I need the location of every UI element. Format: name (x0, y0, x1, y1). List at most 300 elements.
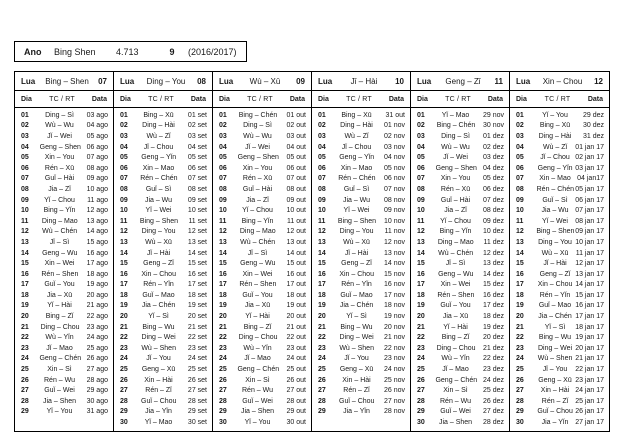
ano-label: Ano (24, 46, 42, 57)
table-row (213, 248, 311, 259)
table-row (510, 385, 609, 396)
table-row (510, 290, 609, 301)
table-row (510, 375, 609, 386)
stem-branch-name: Ding – Chou (436, 344, 476, 352)
stem-branch-name: Xin – Chou (537, 281, 573, 289)
table-row (15, 332, 113, 343)
gregorian-date: 14 ago (86, 228, 108, 236)
gregorian-date: 03 jan 17 (575, 164, 604, 172)
day-number: 05 (318, 154, 326, 162)
table-row (15, 110, 113, 121)
stem-branch-name: Yǐ – Wei (145, 207, 172, 215)
stem-branch-name: Geng – Wu (438, 270, 474, 278)
gregorian-date: 22 ago (86, 313, 108, 321)
day-number: 13 (318, 238, 326, 246)
dia-column-header: Dia (120, 95, 131, 103)
table-row (114, 301, 212, 312)
day-number: 26 (120, 376, 128, 384)
month-name: Geng – Zǐ (445, 76, 481, 86)
table-row (411, 216, 509, 227)
stem-branch-name: Bing – Wu (142, 323, 175, 331)
stem-branch-name: Yǐ – Sì (148, 313, 169, 321)
stem-branch-name: Geng – Chén (435, 376, 478, 384)
gregorian-date: 14 set (187, 249, 207, 257)
stem-branch-name: Geng – Wu (240, 260, 276, 268)
stem-branch-name: Rén – Zǐ (145, 387, 172, 395)
gregorian-date: 04 ago (86, 122, 108, 130)
gregorian-date: 24 out (286, 355, 306, 363)
table-row (312, 290, 410, 301)
day-number: 15 (21, 260, 29, 268)
table-row (312, 237, 410, 248)
stem-branch-name: Guǐ – Wei (440, 408, 471, 416)
table-row (213, 184, 311, 195)
gregorian-date: 08 ago (86, 164, 108, 172)
table-row (114, 385, 212, 396)
stem-branch-name: Ding – Mao (239, 228, 276, 236)
day-number: 15 (318, 260, 326, 268)
day-number: 23 (120, 344, 128, 352)
gregorian-date: 08 dez (482, 207, 504, 215)
stem-branch-name: Wù – Wu (441, 143, 470, 151)
table-row (312, 174, 410, 185)
day-number: 06 (318, 164, 326, 172)
gregorian-date: 21 set (187, 323, 207, 331)
gregorian-date: 11 jan 17 (575, 249, 604, 257)
gregorian-date: 23 nov (383, 355, 405, 363)
day-number: 30 (417, 419, 425, 427)
stem-branch-name: Wù – Xū (541, 249, 569, 257)
stem-branch-name: Wù – Xū (343, 238, 370, 246)
day-number: 01 (516, 111, 524, 119)
year-name: Bing Shen (54, 46, 96, 57)
stem-branch-name: Xin – Chou (141, 270, 176, 278)
gregorian-date: 08 nov (383, 196, 405, 204)
table-row (510, 354, 609, 365)
gregorian-date: 05 nov (383, 164, 405, 172)
table-row (213, 364, 311, 375)
gregorian-date: 27 ago (86, 366, 108, 374)
gregorian-date: 01 nov (383, 122, 405, 130)
tcrt-column-header: TC / RT (49, 95, 75, 103)
gregorian-date: 26 dez (482, 397, 504, 405)
stem-branch-name: Yǐ – Wei (343, 207, 370, 215)
stem-branch-name: Yǐ – Chou (44, 196, 75, 204)
stem-branch-name: Guǐ – You (242, 291, 273, 299)
stem-branch-name: Ding – Chou (238, 334, 278, 342)
gregorian-date: 21 ago (86, 302, 108, 310)
table-row (312, 110, 410, 121)
day-number: 08 (219, 185, 227, 193)
day-number: 27 (219, 387, 227, 395)
table-row (114, 174, 212, 185)
stem-branch-name: Bing – Wu (340, 323, 373, 331)
day-number: 20 (120, 313, 128, 321)
table-row (411, 354, 509, 365)
table-row (114, 216, 212, 227)
table-row (312, 227, 410, 238)
table-row (213, 332, 311, 343)
table-row (114, 152, 212, 163)
gregorian-date: 04 nov (383, 154, 405, 162)
stem-branch-name: Jǐ – Hài (146, 249, 171, 257)
gregorian-date: 05 ago (86, 132, 108, 140)
gregorian-date: 09 dez (482, 217, 504, 225)
day-number: 20 (417, 313, 425, 321)
table-row (15, 280, 113, 291)
day-number: 20 (219, 313, 227, 321)
day-number: 03 (318, 132, 326, 140)
column-header-row (312, 91, 410, 108)
gregorian-date: 02 dez (482, 143, 504, 151)
gregorian-date: 14 nov (383, 260, 405, 268)
lua-label: Lua (318, 76, 333, 86)
stem-branch-name: Yǐ – Chou (440, 217, 471, 225)
table-row (411, 322, 509, 333)
stem-branch-name: Jǐ – Sì (445, 260, 466, 268)
stem-branch-name: Jia – Xū (46, 291, 73, 299)
day-number: 24 (417, 355, 425, 363)
data-column-header: Data (388, 95, 404, 103)
gregorian-date: 02 set (187, 122, 207, 130)
gregorian-date: 28 ago (86, 376, 108, 384)
data-column-header: Data (587, 95, 603, 103)
gregorian-date: 07 dez (482, 196, 504, 204)
gregorian-date: 26 ago (86, 355, 108, 363)
gregorian-date: 07 ago (86, 154, 108, 162)
stem-branch-name: Guǐ – Hài (242, 185, 273, 193)
day-number: 09 (417, 196, 425, 204)
gregorian-date: 25 out (286, 366, 306, 374)
day-number: 29 (318, 408, 326, 416)
stem-branch-name: Guǐ – Hài (44, 175, 75, 183)
stem-branch-name: Rén – Wu (242, 387, 273, 395)
gregorian-date: 05 jan 17 (575, 185, 604, 193)
day-number: 27 (21, 387, 29, 395)
day-number: 25 (21, 366, 29, 374)
table-row (312, 343, 410, 354)
day-number: 18 (417, 291, 425, 299)
gregorian-date: 29 out (286, 408, 306, 416)
gregorian-date: 03 dez (482, 154, 504, 162)
stem-branch-name: Guǐ – Sì (542, 196, 568, 204)
table-row (312, 195, 410, 206)
stem-branch-name: Jǐ – Chou (341, 143, 372, 151)
day-rows (411, 108, 509, 431)
stem-branch-name: Geng – Zǐ (341, 260, 372, 268)
day-number: 27 (120, 387, 128, 395)
stem-branch-name: Jǐ – Wei (245, 143, 270, 151)
stem-branch-name: Jia – Shen (240, 408, 275, 416)
stem-branch-name: Jǐ – You (344, 355, 369, 363)
table-row (411, 195, 509, 206)
day-number: 06 (516, 164, 524, 172)
gregorian-date: 05 dez (482, 175, 504, 183)
gregorian-date: 30 nov (482, 122, 504, 130)
table-row (114, 258, 212, 269)
stem-branch-name: Bing – Yǐn (43, 207, 76, 215)
stem-branch-name: Rén – Chén (338, 175, 376, 183)
gregorian-date: 31 out (385, 111, 405, 119)
table-row (114, 407, 212, 418)
gregorian-date: 15 ago (86, 238, 108, 246)
gregorian-date: 16 jan 17 (575, 302, 604, 310)
gregorian-date: 12 out (286, 228, 306, 236)
table-row (510, 152, 609, 163)
table-row (213, 322, 311, 333)
gregorian-date: 19 ago (86, 281, 108, 289)
lua-label: Lua (516, 76, 531, 86)
day-number: 17 (219, 281, 227, 289)
day-number: 26 (318, 376, 326, 384)
table-row (114, 227, 212, 238)
day-number: 07 (120, 175, 128, 183)
day-number: 24 (120, 355, 128, 363)
stem-branch-name: Jia – Zǐ (444, 207, 467, 215)
gregorian-date: 26 jan 17 (575, 408, 604, 416)
stem-branch-name: Yǐ – Hài (443, 323, 468, 331)
gregorian-date: 02 jan 17 (575, 154, 604, 162)
gregorian-date: 20 out (286, 313, 306, 321)
table-row (114, 237, 212, 248)
day-number: 09 (219, 196, 227, 204)
month-name: Xin – Chou (542, 76, 583, 86)
table-row (15, 364, 113, 375)
gregorian-date: 24 nov (383, 366, 405, 374)
table-row (213, 195, 311, 206)
day-number: 10 (219, 207, 227, 215)
table-row (411, 417, 509, 428)
gregorian-date: 30 ago (86, 397, 108, 405)
stem-branch-name: Geng – Yǐn (141, 154, 177, 162)
stem-branch-name: Wù – Shen (339, 344, 374, 352)
table-row (510, 280, 609, 291)
day-rows (312, 108, 410, 420)
table-row (114, 110, 212, 121)
stem-branch-name: Yǐ – Chou (242, 207, 273, 215)
day-number: 11 (318, 217, 326, 225)
table-row (312, 385, 410, 396)
table-row (312, 184, 410, 195)
day-number: 01 (417, 111, 425, 119)
table-row (411, 205, 509, 216)
gregorian-date: 28 out (286, 397, 306, 405)
day-number: 12 (318, 228, 326, 236)
column-header-row (114, 91, 212, 108)
day-number: 17 (516, 281, 524, 289)
day-number: 23 (318, 344, 326, 352)
day-number: 03 (219, 132, 227, 140)
stem-branch-name: Rén – Wu (440, 397, 471, 405)
gregorian-date: 17 jan 17 (575, 313, 604, 321)
table-row (411, 396, 509, 407)
data-column-header: Data (91, 95, 107, 103)
day-number: 16 (219, 270, 227, 278)
day-number: 24 (516, 355, 524, 363)
gregorian-date: 29 ago (86, 387, 108, 395)
gregorian-date: 15 nov (383, 270, 405, 278)
day-number: 21 (219, 323, 227, 331)
gregorian-date: 28 dez (482, 419, 504, 427)
day-number: 13 (21, 238, 29, 246)
gregorian-date: 24 jan 17 (575, 387, 604, 395)
gregorian-date: 22 out (286, 334, 306, 342)
day-number: 10 (120, 207, 128, 215)
gregorian-date: 29 nov (482, 111, 504, 119)
gregorian-date: 10 set (187, 207, 207, 215)
table-row (15, 322, 113, 333)
table-row (213, 152, 311, 163)
stem-branch-name: Wù – Chén (438, 249, 474, 257)
day-number: 28 (417, 397, 425, 405)
stem-branch-name: Geng – Wu (42, 249, 78, 257)
stem-branch-name: Guǐ – Wei (44, 387, 75, 395)
gregorian-date: 11 nov (384, 228, 405, 236)
gregorian-date: 06 set (187, 164, 207, 172)
table-row (312, 258, 410, 269)
stem-branch-name: Bing – Zǐ (441, 334, 470, 342)
table-row (114, 375, 212, 386)
stem-branch-name: Wù – Chén (240, 238, 276, 246)
day-number: 23 (516, 344, 524, 352)
gregorian-date: 07 set (187, 175, 207, 183)
day-number: 01 (120, 111, 128, 119)
day-number: 02 (120, 122, 128, 130)
month-column (114, 72, 213, 431)
day-number: 14 (21, 249, 29, 257)
day-number: 04 (21, 143, 29, 151)
day-number: 08 (516, 185, 524, 193)
table-row (114, 417, 212, 428)
gregorian-date: 03 ago (86, 111, 108, 119)
day-number: 01 (219, 111, 227, 119)
gregorian-date: 22 jan 17 (575, 366, 604, 374)
day-number: 24 (219, 355, 227, 363)
table-row (15, 269, 113, 280)
day-number: 01 (318, 111, 326, 119)
table-row (510, 364, 609, 375)
gregorian-date: 06 dez (482, 185, 504, 193)
day-number: 06 (219, 164, 227, 172)
table-row (213, 396, 311, 407)
table-row (213, 205, 311, 216)
gregorian-date: 17 set (187, 281, 207, 289)
stem-branch-name: Geng – Yǐn (339, 154, 375, 162)
tcrt-column-header: TC / RT (544, 95, 571, 103)
gregorian-date: 23 dez (482, 366, 504, 374)
day-number: 26 (516, 376, 524, 384)
day-number: 03 (21, 132, 29, 140)
day-number: 08 (417, 185, 425, 193)
gregorian-date: 24 ago (86, 334, 108, 342)
day-number: 21 (21, 323, 29, 331)
day-number: 27 (417, 387, 425, 395)
table-row (213, 301, 311, 312)
gregorian-date: 17 ago (86, 260, 108, 268)
table-row (114, 248, 212, 259)
stem-branch-name: Jia – Wu (541, 207, 569, 215)
table-row (114, 142, 212, 153)
stem-branch-name: Xin – Mao (340, 164, 373, 172)
day-number: 13 (417, 238, 425, 246)
gregorian-date: 19 nov (383, 313, 405, 321)
stem-branch-name: Wù – Chén (42, 228, 78, 236)
stem-branch-name: Bing – Shen (139, 217, 179, 225)
stem-branch-name: Guǐ – Chou (141, 397, 177, 405)
stem-branch-name: Ding – Hài (538, 132, 572, 140)
stem-branch-name: Bing – Shen (337, 217, 377, 225)
day-number: 18 (219, 291, 227, 299)
gregorian-date: 06 nov (383, 175, 405, 183)
stem-branch-name: Ding – Sì (441, 132, 470, 140)
day-number: 06 (120, 164, 128, 172)
stem-branch-name: Jia – Chén (538, 313, 572, 321)
day-number: 12 (219, 228, 227, 236)
stem-branch-name: Yǐ – You (244, 419, 271, 427)
table-row (312, 121, 410, 132)
day-number: 25 (318, 366, 326, 374)
gregorian-date: 31 dez (582, 132, 604, 140)
table-row (213, 375, 311, 386)
gregorian-date: 12 nov (383, 238, 405, 246)
table-row (411, 174, 509, 185)
day-number: 18 (21, 291, 29, 299)
dia-column-header: Dia (516, 95, 527, 103)
table-row (312, 163, 410, 174)
table-row (411, 290, 509, 301)
day-number: 22 (417, 334, 425, 342)
stem-branch-name: Geng – Xū (339, 366, 374, 374)
day-number: 03 (516, 132, 524, 140)
stem-branch-name: Ding – Hài (340, 122, 373, 130)
stem-branch-name: Xin – Sì (245, 376, 270, 384)
month-number: 12 (594, 76, 603, 86)
table-row (213, 110, 311, 121)
gregorian-date: 05 out (286, 154, 306, 162)
stem-branch-name: Jǐ – Wei (443, 154, 468, 162)
stem-branch-name: Xin – Wei (44, 260, 75, 268)
table-row (411, 152, 509, 163)
gregorian-date: 20 set (187, 313, 207, 321)
lua-label: Lua (219, 76, 234, 86)
stem-branch-name: Xin – Hài (342, 376, 371, 384)
day-number: 23 (21, 344, 29, 352)
data-column-header: Data (487, 95, 503, 103)
table-row (510, 258, 609, 269)
gregorian-date: 28 set (187, 397, 207, 405)
gregorian-date: 09 nov (383, 207, 405, 215)
month-name: Bing – Shen (45, 76, 89, 86)
gregorian-date: 04 dez (482, 164, 504, 172)
gregorian-date: 09 jan 17 (575, 228, 604, 236)
day-number: 14 (417, 249, 425, 257)
gregorian-date: 26 out (286, 376, 306, 384)
stem-branch-name: Xin – Sì (443, 387, 468, 395)
table-row (15, 237, 113, 248)
gregorian-date: 30 set (187, 419, 207, 427)
day-number: 19 (417, 302, 425, 310)
day-number: 22 (318, 334, 326, 342)
table-row (114, 269, 212, 280)
stem-branch-name: Geng – Zǐ (143, 260, 174, 268)
stem-branch-name: Jǐ – You (542, 366, 568, 374)
gregorian-date: 11 ago (87, 196, 108, 204)
stem-branch-name: Yǐ – Sì (544, 323, 566, 331)
table-row (411, 343, 509, 354)
lua-label: Lua (417, 76, 432, 86)
gregorian-date: 14 dez (482, 270, 504, 278)
day-number: 28 (516, 397, 524, 405)
